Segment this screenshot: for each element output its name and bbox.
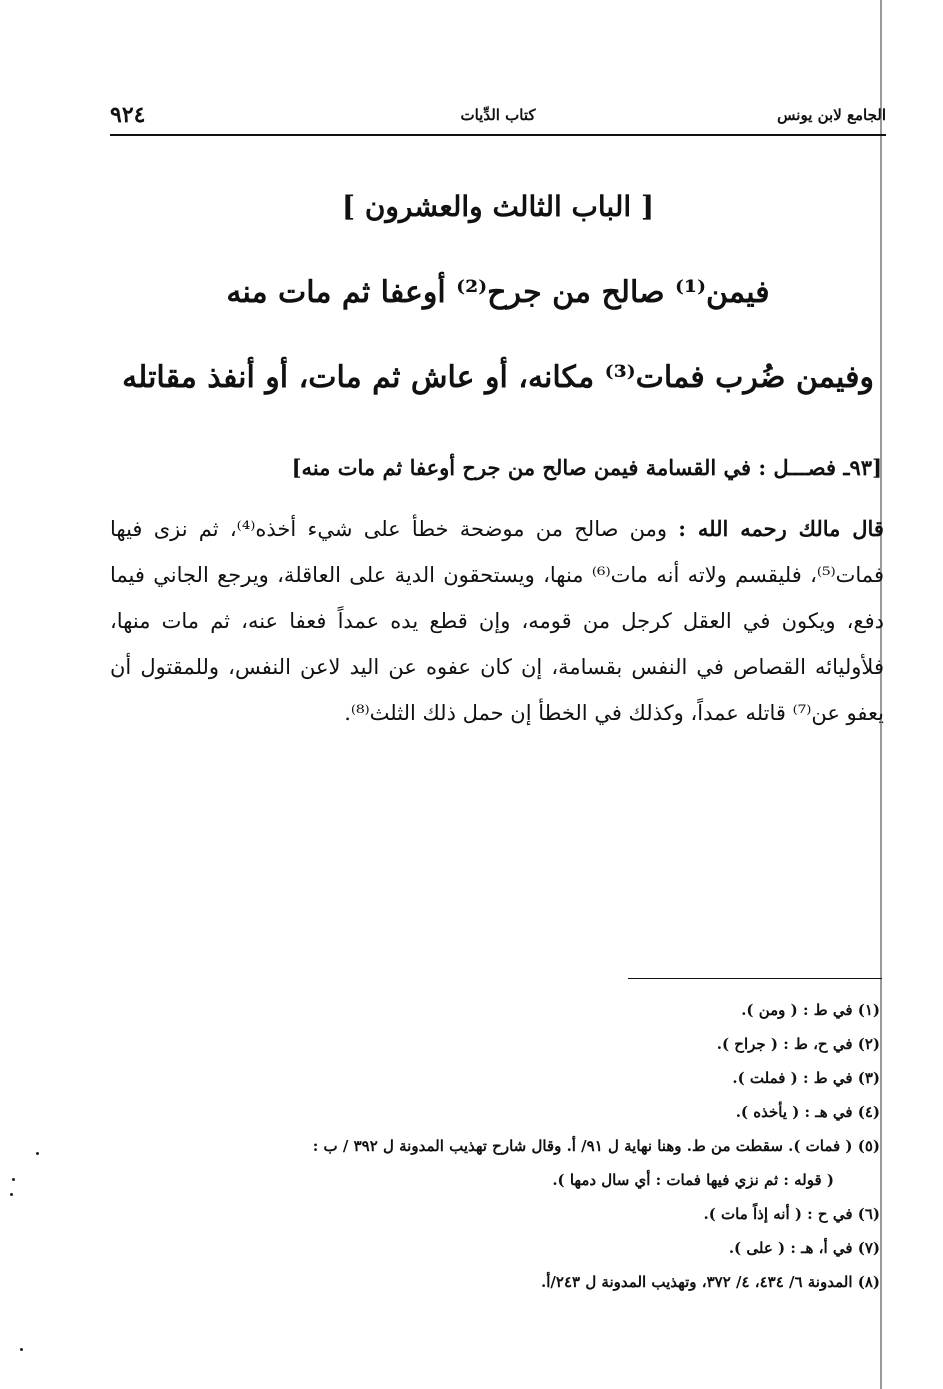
- paragraph-lead: قال مالك رحمه الله :: [678, 516, 884, 541]
- footnote-2: (٢) في ح، ط : ( جراح ).: [716, 1035, 880, 1053]
- chapter-number: [ الباب الثالث والعشرون ]: [341, 190, 655, 223]
- section-heading: [٩٣ـ فصـــل : في القسامة فيمن صالح من جرح أوعفا ثم مات منه]: [291, 455, 882, 480]
- footnote-4: (٤) في هـ : ( يأخذه ).: [735, 1103, 880, 1121]
- footnotes: [110, 993, 880, 1299]
- running-header: [110, 100, 886, 136]
- footnote-5-continuation: ( قوله : ثم نزي فيها فمات : أي سال دمها ).: [552, 1171, 834, 1189]
- page-number: ٩٢٤: [110, 102, 146, 128]
- header-rule: [110, 134, 886, 136]
- body-paragraph: [110, 506, 884, 736]
- chapter-title-line-1: فيمن⁽¹⁾ صالح من جرح⁽²⁾ أوعفا ثم مات منه: [226, 275, 770, 310]
- footnote-3: (٣) في ط : ( فملت ).: [732, 1069, 880, 1087]
- chapter-title-line-2: وفيمن ضُرب فمات⁽³⁾ مكانه، أو عاش ثم مات، أو أنفذ مقاتله: [122, 360, 874, 395]
- paragraph-body: ومن صالح من موضحة خطأ على شيء أخذه⁽⁴⁾، ثم نزى فيها فمات⁽⁵⁾، فليقسم ولاته أنه مات⁽⁶⁾ منها، ويستحقون الدية على العاقلة، ويرجع الجاني فيما دفع، ويكون في العقل كرجل من قومه، وإن قطع يده عمداً فعفا عنه، ثم مات منها، فلأوليائه القصاص في النفس بقسامة، إن كان عفوه عن اليد لاعن النفس، وللمقتول أن يعفو عن⁽⁷⁾ قاتله عمداً، وكذلك في الخطأ إن حمل ذلك الثلث⁽⁸⁾.: [110, 517, 884, 725]
- footnote-rule: [628, 978, 882, 979]
- footnote-5: (٥) ( فمات ). سقطت من ط. وهنا نهاية ل ٩١/ أ. وقال شارح تهذيب المدونة ل ٣٩٢ / ب :: [312, 1137, 880, 1155]
- scan-speck: [12, 1178, 15, 1181]
- footnote-7: (٧) في أ، هـ : ( على ).: [728, 1239, 880, 1257]
- footnote-6: (٦) في ح : ( أنه إذاً مات ).: [703, 1205, 880, 1223]
- book-title: كتاب الدِّيات: [460, 106, 536, 124]
- work-title: الجامع لابن يونس: [777, 106, 886, 124]
- scan-speck: [36, 1152, 39, 1155]
- footnote-1: (١) في ط : ( ومن ).: [741, 1001, 880, 1019]
- scan-speck: [20, 1348, 23, 1351]
- scan-speck: [10, 1193, 13, 1196]
- footnote-8: (٨) المدونة ٦/ ٤٣٤، ٤/ ٣٧٢، وتهذيب المدونة ل ٢٤٣/أ.: [541, 1273, 880, 1291]
